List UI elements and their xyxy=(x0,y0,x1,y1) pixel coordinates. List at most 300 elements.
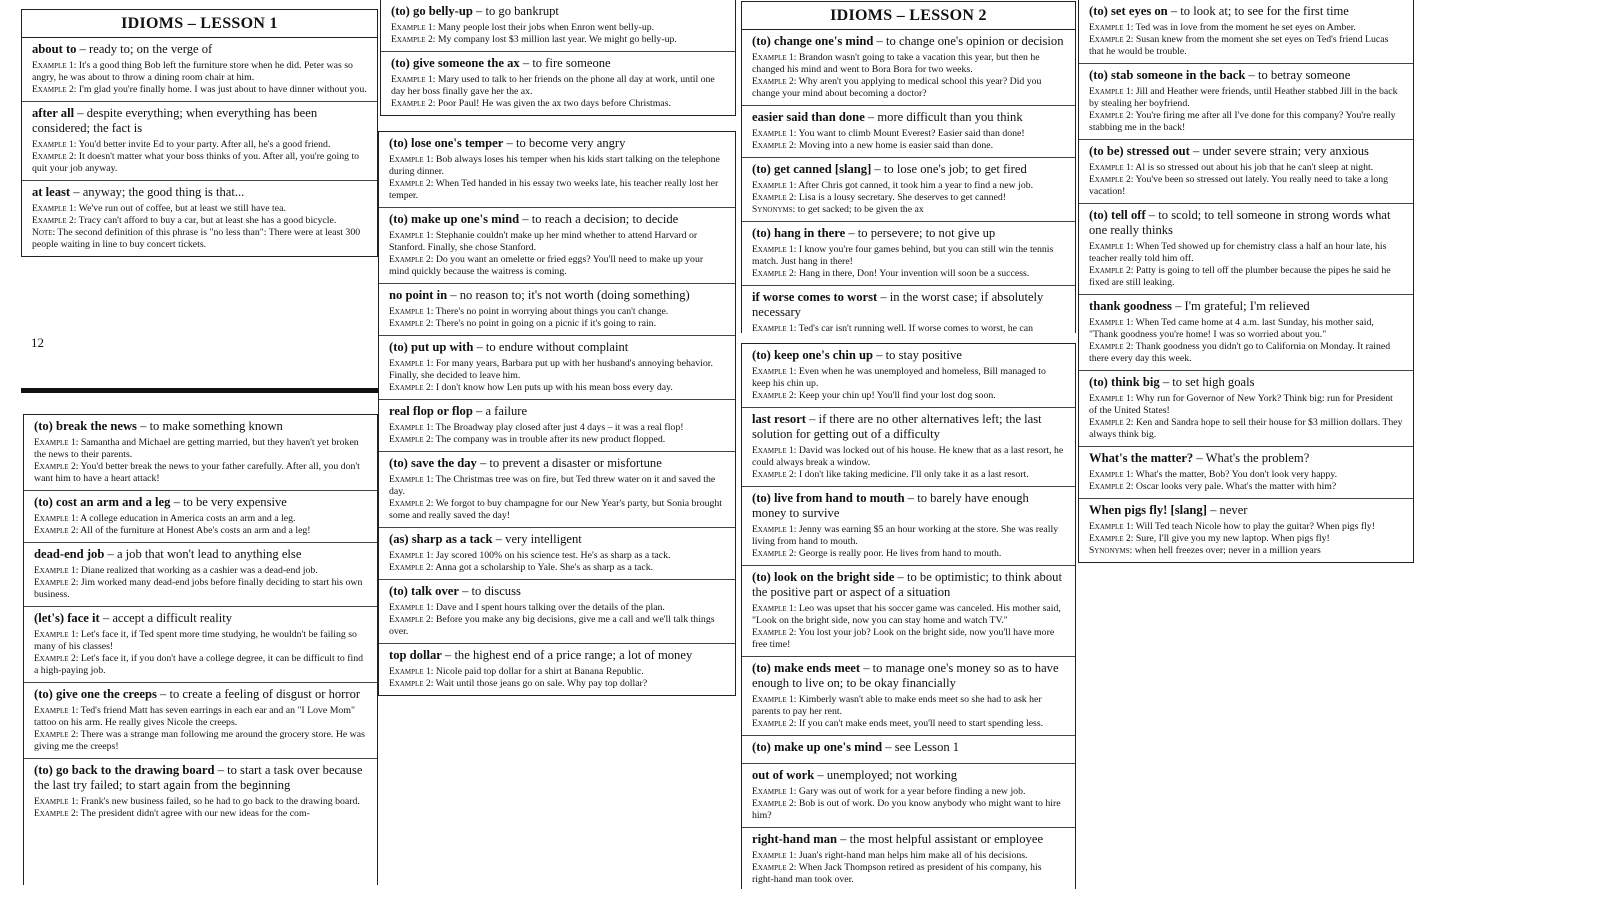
example-label: Example 1: xyxy=(389,307,434,317)
example-line xyxy=(389,382,725,394)
example-label: Example 2: xyxy=(34,462,79,472)
idiom-heading xyxy=(1089,208,1403,238)
example-text: You're firing me after all I've done for this company? You're really stabbing me in the back! xyxy=(1089,110,1396,133)
idiom-term: (to) save the day xyxy=(389,456,477,470)
example-text: Anna got a scholarship to Yale. She's as sharp as a tack. xyxy=(435,562,654,573)
example-text: You want to climb Mount Everest? Easier said than done! xyxy=(798,128,1025,139)
idiom-term: (to) go back to the drawing board xyxy=(34,763,215,777)
idiom-heading xyxy=(34,547,367,562)
example-label: Example 2: xyxy=(752,628,797,638)
example-line xyxy=(752,850,1065,862)
example-label: Example 2: xyxy=(391,99,436,109)
idiom-entry-to-change-one-s-mind xyxy=(742,30,1075,106)
idiom-entry-no-point-in xyxy=(379,284,735,336)
example-line xyxy=(752,244,1065,268)
example-line xyxy=(752,140,1065,152)
example-text: It's a good thing Bob left the furniture store when he did. Peter was so angry, he was about to throw a dining room chair at him. xyxy=(32,60,353,83)
example-text: David was locked out of his house. He knew that as a last resort, he could always break a window. xyxy=(752,445,1064,468)
idiom-term: (to) give someone the ax xyxy=(391,56,520,70)
example-line xyxy=(34,653,367,677)
idiom-definition: – to set high goals xyxy=(1159,375,1255,389)
idiom-definition: – to create a feeling of disgust or horror xyxy=(156,687,361,701)
example-text: Jenny was earning $5 an hour working at the store. She was really living from hand to mouth. xyxy=(752,524,1059,547)
idiom-entry-let-s-face-it xyxy=(24,607,377,683)
example-line xyxy=(34,629,367,653)
example-label: Example 2: xyxy=(752,719,797,729)
example-label: Example 2: xyxy=(389,499,434,509)
idiom-term: out of work xyxy=(752,768,815,782)
idiom-entry-top-dollar xyxy=(379,644,735,695)
example-label: Example 1: xyxy=(389,231,434,241)
example-line xyxy=(1089,86,1403,110)
example-text: Many people lost their jobs when Enron went belly-up. xyxy=(437,22,655,33)
example-text: Ken and Sandra hope to sell their house for $3 million dollars. They always think big. xyxy=(1089,417,1403,440)
idiom-heading xyxy=(389,340,725,355)
example-text: What's the matter, Bob? You don't look very happy. xyxy=(1135,469,1338,480)
idiom-term: (to) put up with xyxy=(389,340,474,354)
example-text: A college education in America costs an arm and a leg. xyxy=(80,513,296,524)
example-text: Even when he was unemployed and homeless, Bill managed to keep his chin up. xyxy=(752,366,1046,389)
idiom-entry-when-pigs-fly-slang xyxy=(1079,499,1413,562)
column4-entries xyxy=(1079,0,1413,562)
idiom-heading xyxy=(389,456,725,471)
example-label: Example 2: xyxy=(752,141,797,151)
idiom-heading xyxy=(389,404,725,419)
example-text: After Chris got canned, it took him a year to find a new job. xyxy=(798,180,1034,191)
idiom-term: easier said than done xyxy=(752,110,865,124)
idiom-definition: – to manage one's money so as to have enough to live on; to be okay financially xyxy=(752,661,1059,690)
lesson2b-entries xyxy=(742,344,1075,889)
example-label: Example 1: xyxy=(1089,522,1134,532)
example-label: Example 2: xyxy=(34,809,79,819)
idiom-entry-to-live-from-hand-to-mouth xyxy=(742,487,1075,566)
example-line xyxy=(391,34,725,46)
example-label: Example 2: xyxy=(32,216,77,226)
example-line xyxy=(1089,469,1403,481)
idiom-definition: – to change one's opinion or decision xyxy=(873,34,1064,48)
idiom-definition: – never xyxy=(1206,503,1248,517)
example-line xyxy=(389,666,725,678)
idiom-term: (to) lose one's temper xyxy=(389,136,504,150)
example-label: Example 2: xyxy=(389,383,434,393)
idiom-term: (to) change one's mind xyxy=(752,34,874,48)
idiom-term: last resort xyxy=(752,412,806,426)
idiom-term: (to) make up one's mind xyxy=(752,740,883,754)
example-label: Example 1: xyxy=(752,181,797,191)
idiom-entry-to-set-eyes-on xyxy=(1079,0,1413,64)
idiom-entry-to-think-big xyxy=(1079,371,1413,447)
example-line xyxy=(32,151,367,175)
example-label: Example 2: xyxy=(752,193,797,203)
idiom-heading xyxy=(752,412,1065,442)
example-text: Frank's new business failed, so he had to go back to the drawing board. xyxy=(80,796,360,807)
example-line xyxy=(34,513,367,525)
example-line xyxy=(752,192,1065,204)
idiom-entry-to-get-canned-slang xyxy=(742,158,1075,222)
idiom-term: dead-end job xyxy=(34,547,105,561)
idiom-term: When pigs fly! [slang] xyxy=(1089,503,1207,517)
example-line xyxy=(389,230,725,254)
example-text: Bob is out of work. Do you know anybody who might want to hire him? xyxy=(752,798,1061,821)
idiom-definition: – unemployed; not working xyxy=(814,768,957,782)
idiom-heading xyxy=(1089,375,1403,390)
example-line xyxy=(752,524,1065,548)
example-label: Example 1: xyxy=(389,603,434,613)
example-text: I know you're four games behind, but you can still win the tennis match. Just hang in there! xyxy=(752,244,1054,267)
idiom-entry-to-go-belly-up xyxy=(381,0,735,52)
idiom-heading xyxy=(391,4,725,19)
idiom-heading xyxy=(1089,4,1403,19)
example-line xyxy=(752,180,1065,192)
example-line xyxy=(34,437,367,461)
example-text: Hang in there, Don! Your invention will soon be a success. xyxy=(798,268,1030,279)
idiom-heading xyxy=(389,648,725,663)
example-text: There's no point in going on a picnic if it's going to rain. xyxy=(435,318,657,329)
example-label: Example 1: xyxy=(389,423,434,433)
example-text: If you can't make ends meet, you'll need to start spending less. xyxy=(798,718,1044,729)
example-text: Dave and I spent hours talking over the details of the plan. xyxy=(435,602,665,613)
example-label: Example 1: xyxy=(34,706,79,716)
example-text: Brandon wasn't going to take a vacation this year, but then he changed his mind and went to Bora Bora for two weeks. xyxy=(752,52,1040,75)
example-line xyxy=(752,694,1065,718)
example-label: Example 2: xyxy=(1089,266,1134,276)
idiom-heading xyxy=(32,106,367,136)
lesson2-box xyxy=(741,1,1076,333)
example-text: Samantha and Michael are getting married, but they haven't yet broken the news to their parents. xyxy=(34,437,359,460)
idiom-term: (as) sharp as a tack xyxy=(389,532,493,546)
idiom-entry-out-of-work xyxy=(742,764,1075,828)
idiom-entry-to-make-up-one-s-mind xyxy=(379,208,735,284)
example-label: Example 1: xyxy=(752,787,797,797)
idiom-definition: – under severe strain; very anxious xyxy=(1189,144,1369,158)
idiom-definition: – more difficult than you think xyxy=(864,110,1023,124)
idiom-definition: – accept a difficult reality xyxy=(99,611,233,625)
example-label: Example 2: xyxy=(1089,111,1134,121)
lesson1-title: IDIOMS – LESSON 1 xyxy=(22,10,377,38)
idiom-heading xyxy=(752,110,1065,125)
idiom-definition: – a job that won't lead to anything else xyxy=(104,547,302,561)
idiom-definition: – if there are no other alternatives left; the last solution for getting out of a difficulty xyxy=(752,412,1042,441)
idiom-term: (let's) face it xyxy=(34,611,100,625)
example-text: Al is so stressed out about his job that he can't sleep at night. xyxy=(1135,162,1374,173)
example-text: George is really poor. He lives from hand to mouth. xyxy=(798,548,1002,559)
example-line xyxy=(752,862,1065,886)
example-text: Thank goodness you didn't go to California on Monday. It rained there every day this week. xyxy=(1089,341,1391,364)
idiom-entry-easier-said-than-done xyxy=(742,106,1075,158)
idiom-definition: – in the worst case; if absolutely necessary xyxy=(752,290,1044,319)
lesson1b-entries xyxy=(24,415,377,825)
idiom-entry-to-break-the-news xyxy=(24,415,377,491)
idiom-definition: – to fire someone xyxy=(519,56,611,70)
example-line xyxy=(389,318,725,330)
idiom-entry-to-make-up-one-s-mind xyxy=(742,736,1075,764)
idiom-entry-to-tell-off xyxy=(1079,204,1413,295)
example-line xyxy=(32,84,367,96)
example-text: The second definition of this phrase is "no less than": There were at least 300 people waiting in line to buy concert tickets. xyxy=(32,227,361,250)
example-label: Example 2: xyxy=(752,269,797,279)
example-text: You've been so stressed out lately. You really need to take a long vacation! xyxy=(1089,174,1389,197)
example-line xyxy=(389,422,725,434)
idiom-entry-as-sharp-as-a-tack xyxy=(379,528,735,580)
example-label: Example 2: xyxy=(34,654,79,664)
example-label: Example 1: xyxy=(752,695,797,705)
example-text: Why run for Governor of New York? Think big: run for President of the United States! xyxy=(1089,393,1393,416)
idiom-entry-what-s-the-matter xyxy=(1079,447,1413,499)
example-label: Example 1: xyxy=(389,359,434,369)
example-text: There's no point in worrying about things you can't change. xyxy=(435,306,669,317)
example-text: Oscar looks very pale. What's the matter with him? xyxy=(1135,481,1337,492)
example-label: Example 2: xyxy=(1089,482,1134,492)
example-label: Example 2: xyxy=(389,679,434,689)
example-line xyxy=(1089,241,1403,265)
example-label: Example 2: xyxy=(34,730,79,740)
idiom-definition: – see Lesson 1 xyxy=(882,740,960,754)
example-line xyxy=(389,178,725,202)
idiom-entry-to-put-up-with xyxy=(379,336,735,400)
example-line xyxy=(752,603,1065,627)
idiom-entry-about-to xyxy=(22,38,377,102)
example-label: Example 2: xyxy=(1089,342,1134,352)
example-line xyxy=(752,366,1065,390)
idiom-definition: – very intelligent xyxy=(492,532,582,546)
idiom-definition: – to prevent a disaster or misfortune xyxy=(476,456,662,470)
example-text: When Ted came home at 4 a.m. last Sunday, his mother said, "Thank goodness you're home! I was so worried about you." xyxy=(1089,317,1374,340)
example-text: Keep your chin up! You'll find your lost dog soon. xyxy=(798,390,996,401)
example-line xyxy=(752,128,1065,140)
example-line xyxy=(32,227,367,251)
example-label: Example 1: xyxy=(752,446,797,456)
lesson1-entries xyxy=(22,38,377,256)
idiom-heading xyxy=(389,584,725,599)
idiom-term: no point in xyxy=(389,288,448,302)
idiom-term: (to) look on the bright side xyxy=(752,570,895,584)
idiom-term: (to be) stressed out xyxy=(1089,144,1190,158)
example-label: Example 1: xyxy=(389,551,434,561)
example-text: Do you want an omelette or fried eggs? You'll need to make up your mind quickly because the waitress is coming. xyxy=(389,254,704,277)
example-line xyxy=(1089,317,1403,341)
idiom-entry-to-talk-over xyxy=(379,580,735,644)
idiom-entry-to-make-ends-meet xyxy=(742,657,1075,736)
idiom-definition: – ready to; on the verge of xyxy=(76,42,213,56)
idiom-definition: – to stay positive xyxy=(873,348,962,362)
idiom-entry-to-hang-in-there xyxy=(742,222,1075,286)
idiom-heading xyxy=(389,212,725,227)
example-label: Example 2: xyxy=(752,863,797,873)
example-text: Diane realized that working as a cashier was a dead-end job. xyxy=(80,565,318,576)
idiom-definition: – no reason to; it's not worth (doing something) xyxy=(447,288,690,302)
example-text: when hell freezes over; never in a million years xyxy=(1134,545,1321,556)
example-line xyxy=(32,203,367,215)
idiom-term: (to) make up one's mind xyxy=(389,212,520,226)
idiom-definition: – a failure xyxy=(472,404,528,418)
example-text: I don't know how Len puts up with his mean boss every day. xyxy=(435,382,673,393)
example-line xyxy=(1089,162,1403,174)
example-line xyxy=(1089,545,1403,557)
example-text: to get sacked; to be given the ax xyxy=(797,204,924,215)
example-text: Leo was upset that his soccer game was canceled. His mother said, "Look on the bright side, now you can stay home and watch TV." xyxy=(752,603,1061,626)
example-line xyxy=(1089,521,1403,533)
idiom-entry-real-flop-or-flop xyxy=(379,400,735,452)
idiom-heading xyxy=(32,185,367,200)
example-label: Example 2: xyxy=(389,319,434,329)
idiom-term: right-hand man xyxy=(752,832,838,846)
idiom-entry-to-look-on-the-bright-side xyxy=(742,566,1075,657)
example-line xyxy=(34,705,367,729)
idiom-term: What's the matter? xyxy=(1089,451,1194,465)
example-label: Note: xyxy=(32,228,56,238)
example-line xyxy=(34,525,367,537)
idiom-definition: – to be optimistic; to think about the positive part or aspect of a situation xyxy=(752,570,1062,599)
example-label: Example 2: xyxy=(32,85,77,95)
idiom-entry-at-least xyxy=(22,181,377,256)
example-line xyxy=(1089,341,1403,365)
example-text: Jill and Heather were friends, until Heather stabbed Jill in the back by stealing her boyfriend. xyxy=(1089,86,1398,109)
example-text: Let's face it, if you don't have a college degree, it can be difficult to find a high-paying job. xyxy=(34,653,363,676)
idiom-heading xyxy=(391,56,725,71)
example-line xyxy=(1089,417,1403,441)
idiom-term: (to) make ends meet xyxy=(752,661,861,675)
example-label: Example 1: xyxy=(752,245,797,255)
example-text: For many years, Barbara put up with her husband's annoying behavior. Finally, she decided to leave him. xyxy=(389,358,713,381)
example-line xyxy=(34,796,367,808)
example-label: Example 2: xyxy=(389,179,434,189)
example-line xyxy=(752,798,1065,822)
idiom-term: (to) think big xyxy=(1089,375,1160,389)
idiom-definition: – to become very angry xyxy=(503,136,626,150)
example-label: Example 1: xyxy=(389,667,434,677)
column2-box xyxy=(378,131,736,696)
idiom-definition: – to barely have enough money to survive xyxy=(752,491,1029,520)
example-text: When Ted showed up for chemistry class a half an hour late, his teacher really told him off. xyxy=(1089,241,1387,264)
idiom-term: (to) talk over xyxy=(389,584,459,598)
example-label: Example 2: xyxy=(32,152,77,162)
idiom-term: (to) give one the creeps xyxy=(34,687,157,701)
example-line xyxy=(1089,393,1403,417)
example-line xyxy=(752,548,1065,560)
example-text: Patty is going to tell off the plumber because the pipes he said he fixed are still leaking. xyxy=(1089,265,1391,288)
example-label: Example 1: xyxy=(34,514,79,524)
idiom-entry-to-be-stressed-out xyxy=(1079,140,1413,204)
idiom-term: at least xyxy=(32,185,71,199)
idiom-definition: – to scold; to tell someone in strong words what one really thinks xyxy=(1089,208,1391,237)
example-line xyxy=(752,445,1065,469)
example-text: Jay scored 100% on his science test. He's as sharp as a tack. xyxy=(435,550,671,561)
example-text: Wait until those jeans go on sale. Why pay top dollar? xyxy=(435,678,648,689)
idiom-entry-right-hand-man xyxy=(742,828,1075,889)
example-text: I don't like taking medicine. I'll only take it as a last resort. xyxy=(798,469,1029,480)
example-text: Sure, I'll give you my new laptop. When pigs fly! xyxy=(1135,533,1330,544)
idiom-heading xyxy=(389,136,725,151)
example-text: Gary was out of work for a year before finding a new job. xyxy=(798,786,1026,797)
idiom-term: (to) hang in there xyxy=(752,226,846,240)
example-line xyxy=(1089,22,1403,34)
idiom-term: about to xyxy=(32,42,77,56)
example-line xyxy=(389,434,725,446)
example-label: Example 2: xyxy=(1089,175,1134,185)
example-text: It doesn't matter what your boss thinks of you. After all, you're going to quit your job anyway. xyxy=(32,151,360,174)
example-line xyxy=(32,139,367,151)
idiom-definition: – the highest end of a price range; a lot of money xyxy=(441,648,693,662)
example-text: You'd better invite Ed to your party. After all, he's a good friend. xyxy=(78,139,331,150)
idiom-heading xyxy=(34,763,367,793)
example-line xyxy=(1089,110,1403,134)
example-label: Example 2: xyxy=(1089,418,1134,428)
example-line xyxy=(752,627,1065,651)
example-text: We've run out of coffee, but at least we still have tea. xyxy=(78,203,286,214)
example-label: Example 2: xyxy=(34,526,79,536)
example-label: Example 2: xyxy=(752,391,797,401)
example-label: Example 1: xyxy=(389,155,434,165)
example-text: Why aren't you applying to medical school this year? Did you change your mind about becoming a doctor? xyxy=(752,76,1042,99)
idiom-entry-thank-goodness xyxy=(1079,295,1413,371)
example-line xyxy=(32,60,367,84)
idiom-heading xyxy=(34,495,367,510)
idiom-entry-to-cost-an-arm-and-a-leg xyxy=(24,491,377,543)
example-line xyxy=(389,474,725,498)
idiom-heading xyxy=(389,532,725,547)
idiom-term: (to) keep one's chin up xyxy=(752,348,874,362)
example-text: Susan knew from the moment she set eyes on Ted's friend Lucas that he would be trouble. xyxy=(1089,34,1389,57)
idiom-definition: – What's the problem? xyxy=(1193,451,1310,465)
idiom-heading xyxy=(752,740,1065,755)
example-label: Example 1: xyxy=(32,204,77,214)
idiom-heading xyxy=(752,226,1065,241)
example-text: Let's face it, if Ted spent more time studying, he wouldn't be failing so many of his classes! xyxy=(34,629,357,652)
example-label: Synonyms: xyxy=(1089,546,1133,556)
example-text: Kimberly wasn't able to make ends meet so she had to ask her parents to pay her rent. xyxy=(752,694,1042,717)
example-label: Example 1: xyxy=(34,438,79,448)
example-line xyxy=(389,254,725,278)
idiom-heading xyxy=(752,34,1065,49)
example-label: Example 1: xyxy=(32,140,77,150)
example-line xyxy=(34,461,367,485)
example-line xyxy=(389,602,725,614)
example-text: Moving into a new home is easier said than done. xyxy=(798,140,994,151)
idiom-heading xyxy=(752,832,1065,847)
idiom-heading xyxy=(1089,451,1403,466)
example-line xyxy=(34,577,367,601)
lesson2-entries xyxy=(742,30,1075,333)
idiom-definition: – the most helpful assistant or employee xyxy=(837,832,1044,846)
example-label: Example 2: xyxy=(1089,534,1134,544)
idiom-definition: – to look at; to see for the first time xyxy=(1167,4,1349,18)
column2-top-box xyxy=(380,0,736,116)
example-line xyxy=(389,154,725,178)
example-text: The Christmas tree was on fire, but Ted threw water on it and saved the day. xyxy=(389,474,716,497)
example-label: Example 2: xyxy=(1089,35,1134,45)
example-text: The company was in trouble after its new product flopped. xyxy=(435,434,666,445)
example-line xyxy=(752,323,1065,333)
idiom-heading xyxy=(1089,299,1403,314)
example-line xyxy=(34,729,367,753)
idiom-entry-to-keep-one-s-chin-up xyxy=(742,344,1075,408)
example-line xyxy=(34,808,367,820)
idiom-term: (to) go belly-up xyxy=(391,4,473,18)
example-line xyxy=(752,76,1065,100)
example-label: Example 1: xyxy=(1089,23,1134,33)
example-line xyxy=(389,614,725,638)
idiom-definition: – to make something known xyxy=(136,419,283,433)
example-line xyxy=(389,550,725,562)
idiom-definition: – I'm grateful; I'm relieved xyxy=(1171,299,1310,313)
example-text: Ted's car isn't running well. If worse comes to worst, he can xyxy=(798,323,1034,333)
column4-box xyxy=(1078,0,1414,563)
example-line xyxy=(391,98,725,110)
lesson1-box xyxy=(21,9,378,257)
example-line xyxy=(389,678,725,690)
page-number: 12 xyxy=(31,335,44,350)
example-line xyxy=(1089,34,1403,58)
